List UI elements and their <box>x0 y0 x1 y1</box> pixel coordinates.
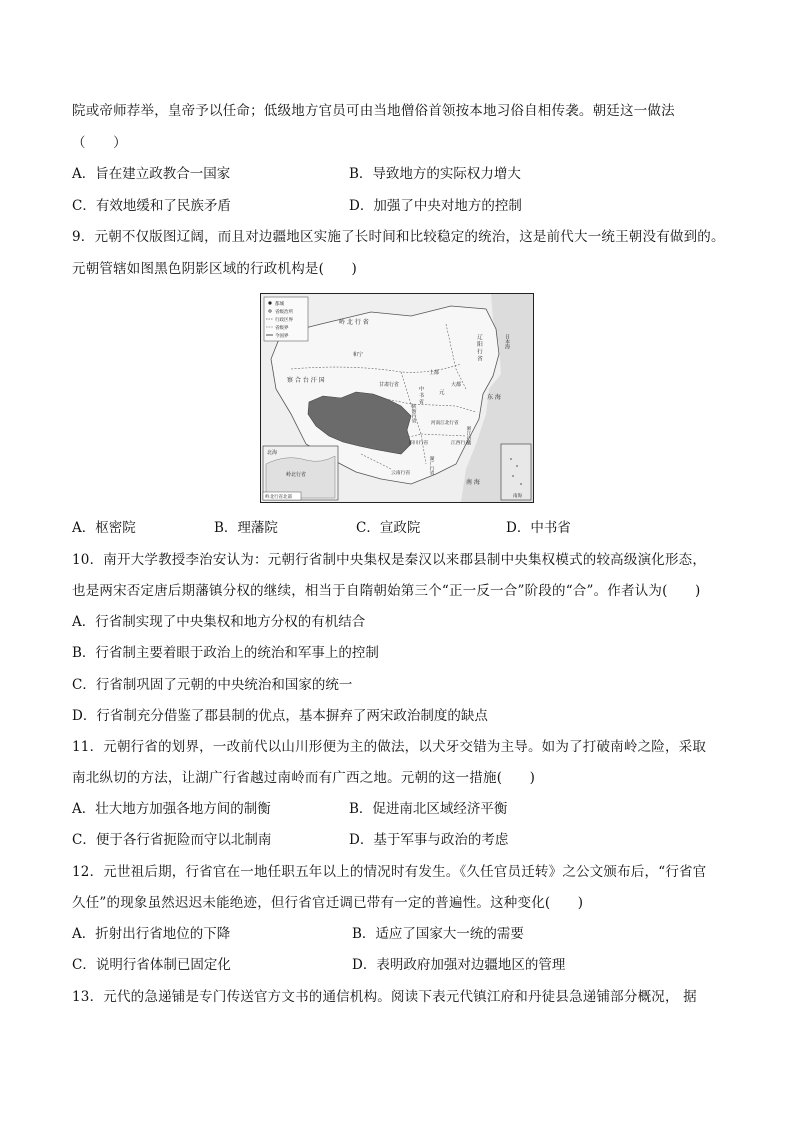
label-donghai: 东 海 <box>487 394 501 401</box>
inset2-label: 南海 <box>513 494 522 499</box>
label-gansu: 甘肃行省 <box>379 382 400 388</box>
q10-option-d[interactable]: D．行省制充分借鉴了郡县制的优点，基本摒弃了两宋政治制度的缺点 <box>72 708 488 724</box>
label-dadu: 大都 <box>451 382 462 388</box>
q13-stem-line1: 13．元代的急递铺是专门传送官方文书的通信机构。阅读下表元代镇江府和丹徒县急递铺部分概况， 据 <box>72 989 697 1005</box>
q8-option-c[interactable]: C．有效地缓和了民族矛盾 <box>72 198 231 214</box>
inset-map-south-sea <box>501 444 531 500</box>
q10-option-b[interactable]: B．行省制主要着眼于政治上的统治和军事上的控制 <box>72 645 379 661</box>
q8-option-a[interactable]: A．旨在建立政教合一国家 <box>72 166 231 182</box>
inset-label: 岭北行省 <box>286 472 307 478</box>
legend-provincial-seat: 省级治所 <box>275 310 293 315</box>
q10-stem-line1: 10．南开大学教授李治安认为：元朝行省制中央集权是秦汉以来郡县制中央集权模式的较高级演化形态， <box>72 552 707 568</box>
q12-option-c[interactable]: C．说明行省体制已固定化 <box>72 957 231 973</box>
legend-province-boundary: 省级界 <box>275 326 289 331</box>
q11-option-c[interactable]: C．便于各行省扼险而守以北制南 <box>72 832 272 848</box>
q11-stem-line2: 南北纵切的方法，让湖广行省越过南岭而有广西之地。元朝的这一措施( ) <box>72 770 536 786</box>
yuan-dynasty-map <box>260 293 534 503</box>
legend-national-boundary: 今国界 <box>275 334 289 339</box>
q8-option-d[interactable]: D．加强了中央对地方的控制 <box>349 198 522 214</box>
label-nanhai: 南 海 <box>466 479 480 486</box>
label-liaoyang: 辽 阳 行 省 <box>476 334 482 362</box>
q10-stem-line2: 也是两宋否定唐后期藩镇分权的继续，相当于自隋朝始第三个“正一反一合”阶段的“合”。作者认为( ) <box>72 583 701 599</box>
map-legend <box>264 297 308 341</box>
label-zhejiang: 浙江行省 <box>465 426 471 446</box>
q12-option-a[interactable]: A．折射出行省地位的下降 <box>72 926 231 942</box>
q12-option-d[interactable]: D．表明政府加强对边疆地区的管理 <box>352 957 566 973</box>
label-yuan: 元 <box>439 390 445 396</box>
q11-option-a[interactable]: A．壮大地方加强各地方间的制衡 <box>72 801 271 817</box>
legend-admin-boundary: 行政区界 <box>275 318 293 323</box>
label-shangdu: 上都 <box>429 370 440 376</box>
q8-option-b[interactable]: B．导致地方的实际权力增大 <box>349 166 521 182</box>
q10-option-a[interactable]: A．行省制实现了中央集权和地方分权的有机结合 <box>72 614 366 630</box>
inset-map-lingbei-north <box>263 446 338 500</box>
label-sichuan: 四川行省 <box>409 441 429 446</box>
q9-option-a[interactable]: A．枢密院 <box>72 520 136 536</box>
label-zhongshu: 中 书 省 <box>418 386 424 405</box>
q9-stem-line2: 元朝管辖如图黑色阴影区域的行政机构是( ) <box>72 261 357 277</box>
q12-option-b[interactable]: B．适应了国家大一统的需要 <box>352 926 524 942</box>
legend-capital: 都城 <box>275 302 284 307</box>
label-chahetai: 察 合 台 汗 国 <box>287 377 325 384</box>
q10-option-c[interactable]: C．行省制巩固了元朝的中央统治和国家的统一 <box>72 677 353 693</box>
label-yunnan: 云南行省 <box>391 471 411 476</box>
q12-stem-line1: 12．元世祖后期，行省官在一地任职五年以上的情况时有发生。《久任官员迁转》之公文颁布后，“行省官 <box>72 864 707 880</box>
q9-option-b[interactable]: B．理藩院 <box>214 520 278 536</box>
q12-stem-line2: 久任”的现象虽然迟迟未能绝迹，但行省官迁调已带有一定的普遍性。这种变化( ) <box>72 895 584 911</box>
label-jiangxi: 江西行省 <box>451 441 471 446</box>
q9-option-d[interactable]: D．中书省 <box>506 520 571 536</box>
label-ribenhai: 日本海 <box>504 334 510 349</box>
q9-stem-line1: 9．元朝不仅版图辽阔，而且对边疆地区实施了长时间和比较稳定的统治，这是前代大一统王朝没有做到的。 <box>72 229 725 245</box>
q11-stem-line1: 11．元朝行省的划界，一改前代以山川形便为主的做法，以犬牙交错为主导。如为了打破南岭之险，采取 <box>72 739 707 755</box>
label-helin: 和宁 <box>353 352 364 358</box>
q11-option-b[interactable]: B．促进南北区域经济平衡 <box>349 801 508 817</box>
q9-option-c[interactable]: C．宣政院 <box>356 520 421 536</box>
q8-answer-blank: （ ） <box>72 135 127 151</box>
label-shaanxi: 陕西行省 <box>410 404 416 424</box>
label-henan: 河南江北行省 <box>431 421 459 426</box>
label-huguang: 湖广行省 <box>428 456 434 476</box>
q11-option-d[interactable]: D．基于军事与政治的考虑 <box>349 832 509 848</box>
label-lingbei: 岭 北 行 省 <box>339 319 369 326</box>
q8-stem-line1: 院或帝师荐举，皇帝予以任命；低级地方官员可由当地僧俗首领按本地习俗自相传袭。朝廷这一做法 <box>72 103 675 119</box>
inset-title: 北海 <box>267 450 278 456</box>
inset-caption: 岭北行省北部 <box>265 495 292 500</box>
